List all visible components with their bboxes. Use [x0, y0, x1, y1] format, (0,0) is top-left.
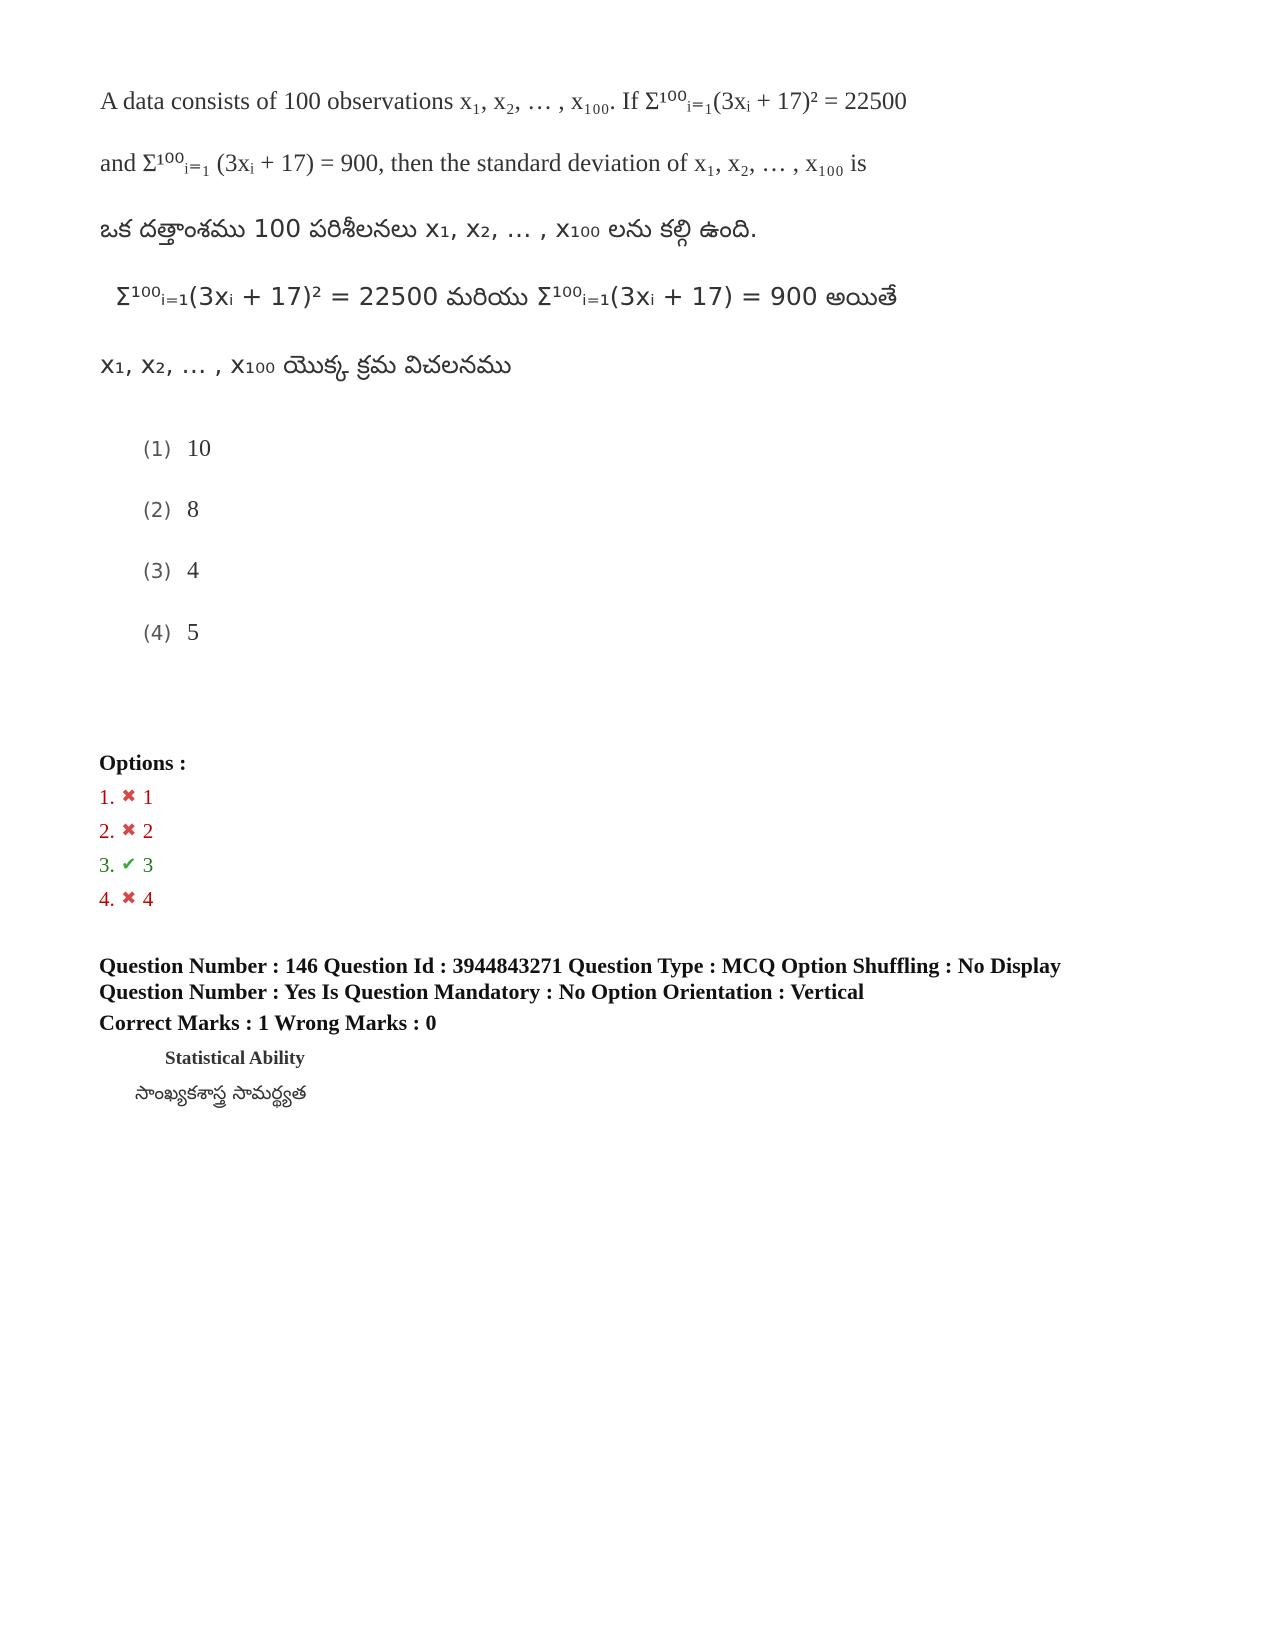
options-heading: Options : — [99, 750, 187, 775]
answer-choice-number: (1) — [143, 437, 172, 461]
marks-info: Correct Marks : 1 Wrong Marks : 0 — [99, 1010, 437, 1035]
option-index: 2. — [99, 819, 115, 843]
option-2 — [99, 819, 153, 844]
answer-choice-4 — [143, 620, 199, 647]
option-4 — [99, 887, 153, 912]
answer-choice-value: 5 — [187, 620, 199, 646]
check-icon: ✔ — [121, 854, 137, 874]
answer-choice-number: (4) — [143, 621, 172, 645]
option-index: 4. — [99, 887, 115, 911]
answer-choice-1 — [143, 436, 211, 463]
cross-icon: ✖ — [121, 820, 137, 840]
option-value: 2 — [142, 819, 154, 843]
cross-icon: ✖ — [121, 888, 137, 908]
answer-choice-value: 4 — [187, 558, 199, 584]
question-text-telugu-line-3: x₁, x₂, … , x₁₀₀ యొక్క క్రమ విచలనము — [100, 350, 512, 379]
answer-choice-number: (2) — [143, 498, 172, 522]
option-index: 1. — [99, 785, 115, 809]
answer-choice-value: 10 — [187, 436, 211, 462]
section-title-telugu: సాంఖ్యకశాస్త్ర సామర్థ్యత — [135, 1082, 307, 1104]
answer-choice-number: (3) — [143, 559, 172, 583]
question-text-line-2: and Σ¹⁰⁰ᵢ₌₁ (3xᵢ + 17) = 900, then the standard deviation of x₁, x₂, … , x₁₀₀ is — [100, 150, 867, 177]
question-text-line-1: A data consists of 100 observations x₁, x₂, … , x₁₀₀. If Σ¹⁰⁰ᵢ₌₁(3xᵢ + 17)² = 22500 — [100, 88, 907, 115]
option-value: 1 — [142, 785, 154, 809]
option-index: 3. — [99, 853, 115, 877]
question-meta-line-1: Question Number : 146 Question Id : 3944843271 Question Type : MCQ Option Shuffling : No Display — [99, 953, 1062, 978]
option-1 — [99, 785, 153, 810]
cross-icon: ✖ — [121, 786, 137, 806]
answer-choice-3 — [143, 558, 199, 585]
option-value: 3 — [142, 853, 154, 877]
question-text-telugu-line-1: ఒక దత్తాంశము 100 పరిశీలనలు x₁, x₂, … , x₁₀₀ లను కల్గి ఉంది. — [100, 214, 758, 243]
question-meta-line-2: Question Number : Yes Is Question Mandatory : No Option Orientation : Vertical — [99, 979, 865, 1004]
answer-choice-2 — [143, 497, 199, 524]
answer-choice-value: 8 — [187, 497, 199, 523]
question-text-telugu-line-2: Σ¹⁰⁰ᵢ₌₁(3xᵢ + 17)² = 22500 మరియు Σ¹⁰⁰ᵢ₌₁(3xᵢ + 17) = 900 అయితే — [115, 282, 898, 311]
option-value: 4 — [142, 887, 154, 911]
section-title-english: Statistical Ability — [165, 1048, 305, 1069]
option-3 — [99, 853, 153, 878]
